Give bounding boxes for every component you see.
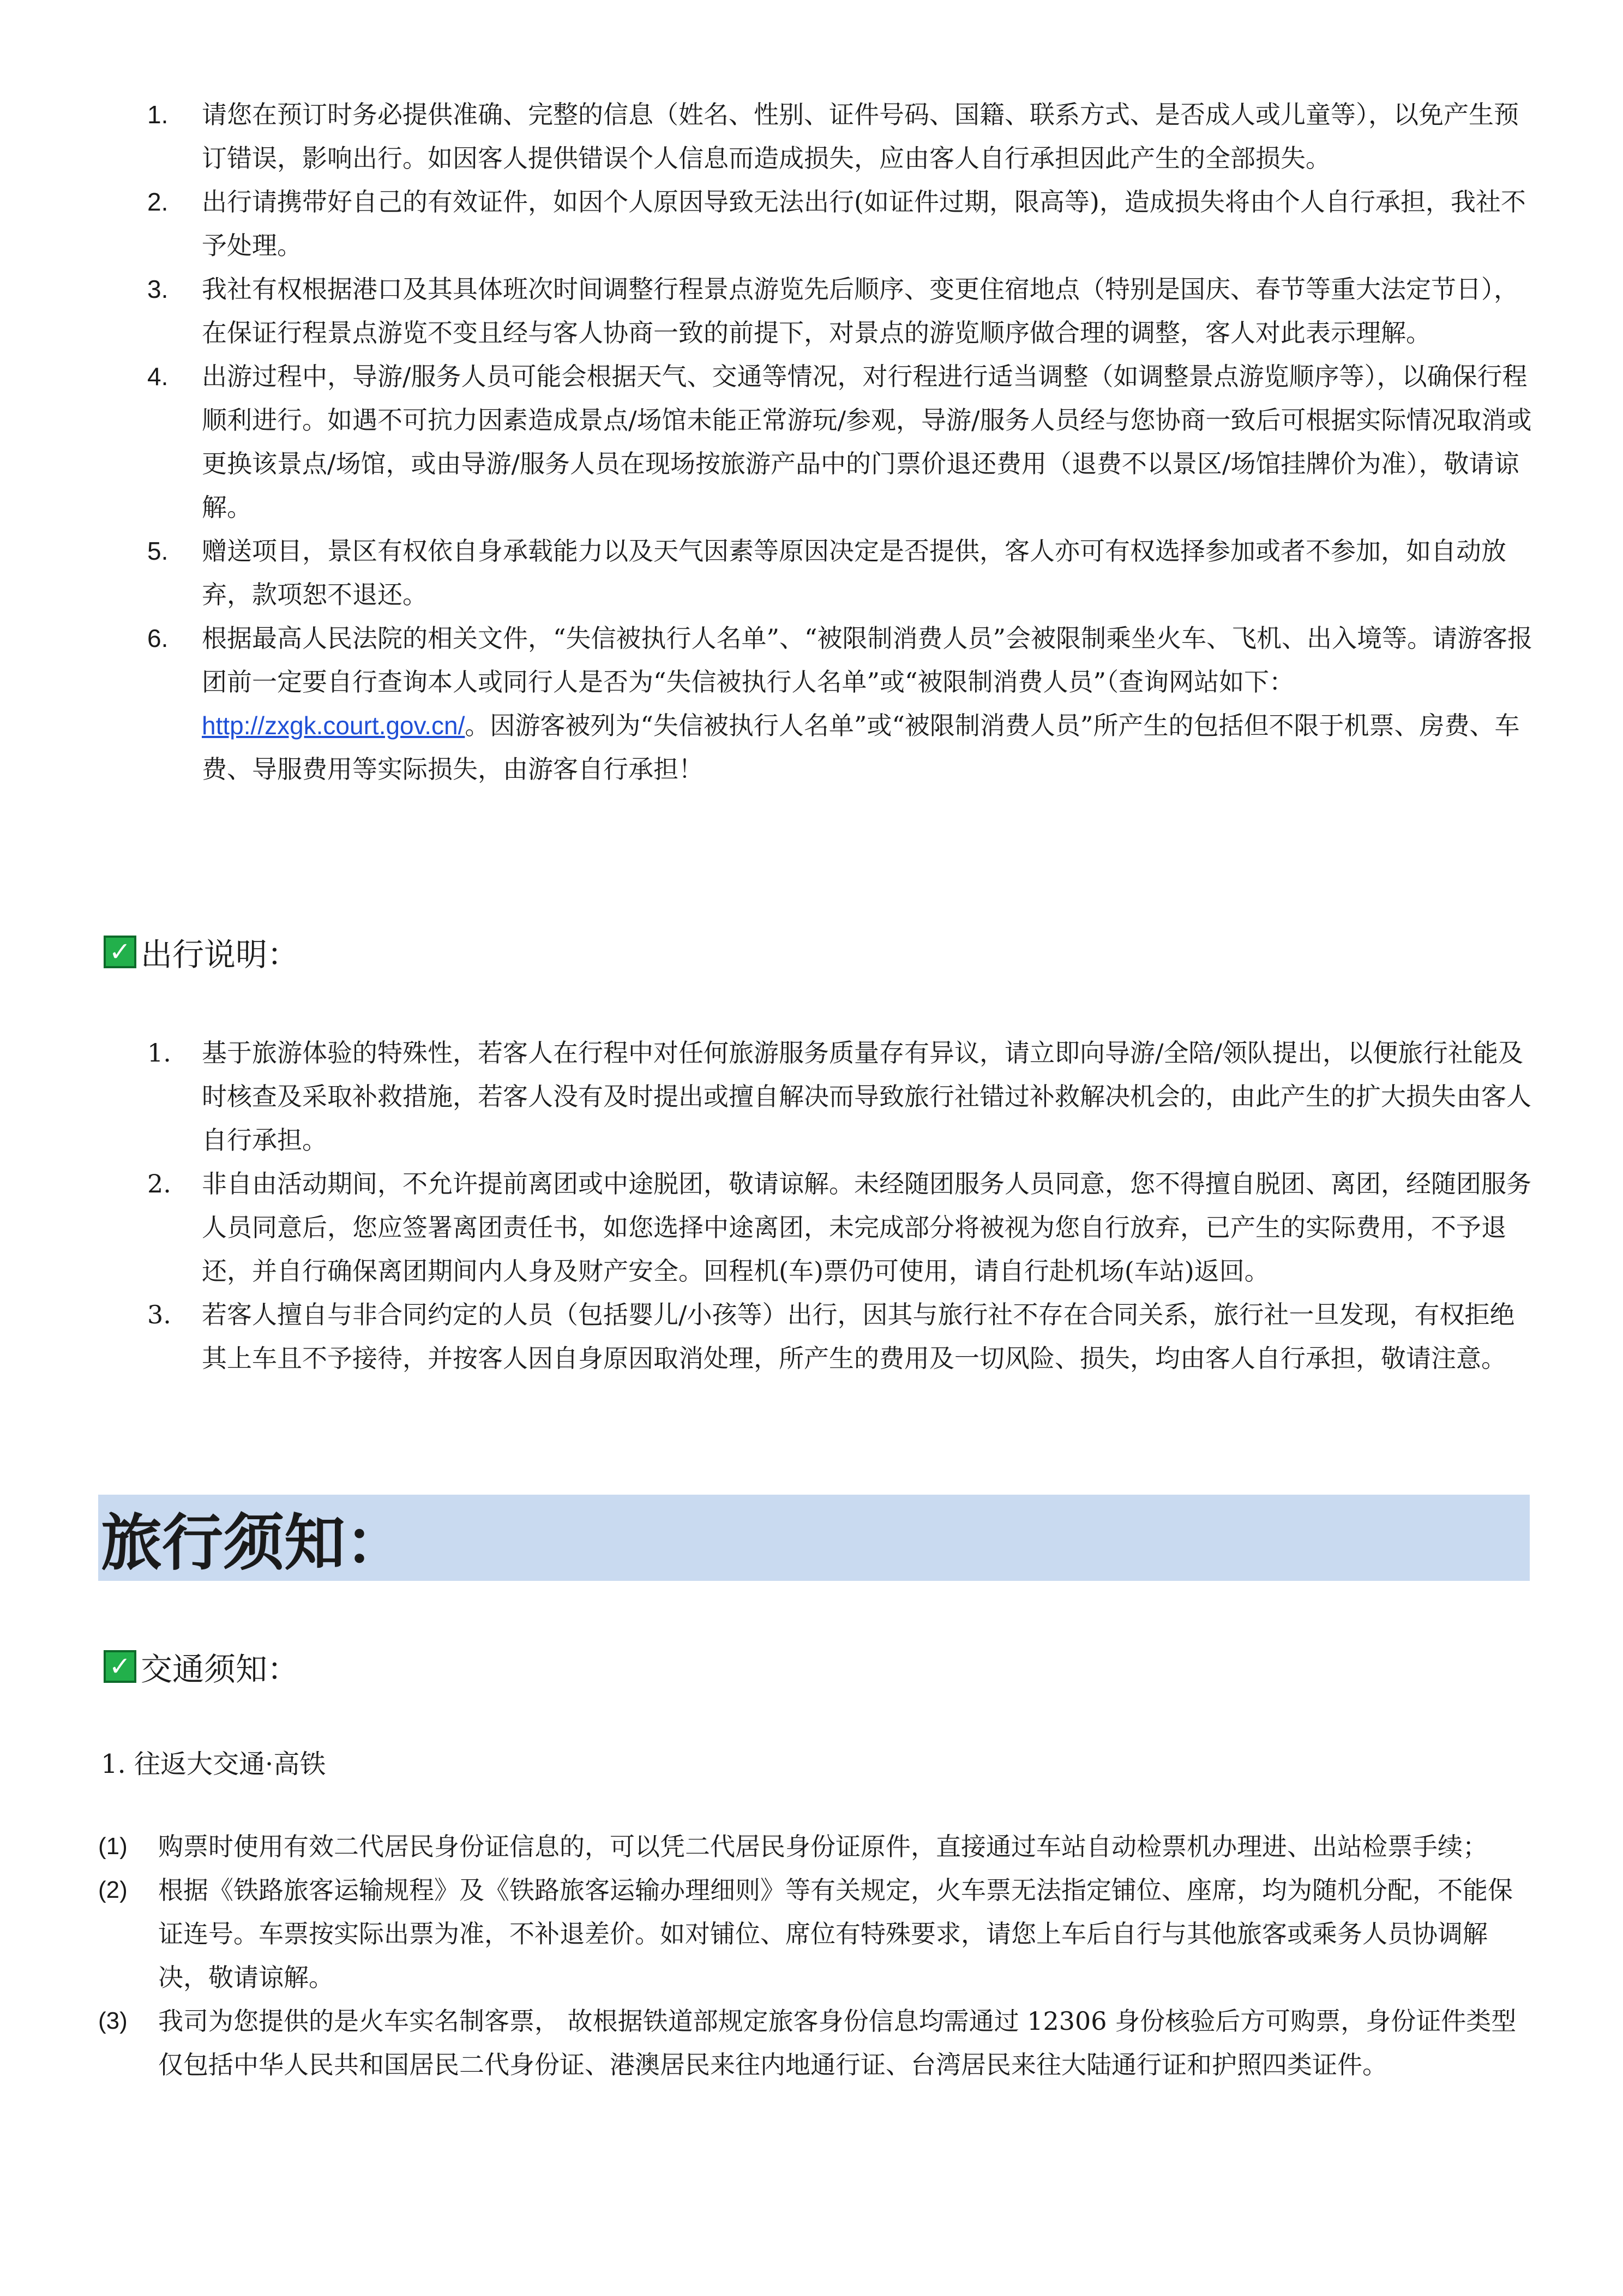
list-item: [142, 1162, 1538, 1293]
list-text: 赠送项目，景区有权依自身承载能力以及天气因素等原因决定是否提供，客人亦可有权选择参加或者不参加，如自动放弃，款项恕不退还。: [202, 536, 1506, 609]
list-text: 。因游客被列为“失信被执行人名单”或“被限制消费人员”所产生的包括但不限于机票、房费、车费、导服费用等实际损失，由游客自行承担！: [202, 711, 1520, 784]
list-item: [142, 180, 1538, 267]
list-number: 2.: [147, 1169, 171, 1198]
list-text: 基于旅游体验的特殊性，若客人在行程中对任何旅游服务质量存有异议，请立即向导游/全陪/领队提出，以便旅行社能及时核查及采取补救措施，若客人没有及时提出或擅自解决而导致旅行社错过补救解决机会的，由此产生的扩大损失由客人自行承担。: [202, 1038, 1531, 1155]
list-number: 1.: [147, 1038, 171, 1068]
banner-title: 旅行须知：: [101, 1507, 406, 1579]
list-number: (2): [98, 1877, 128, 1903]
check-box-icon: ✓: [104, 1650, 136, 1683]
list-item: [98, 1825, 1530, 1868]
list-number: 3.: [147, 1300, 171, 1329]
list-text: 出行请携带好自己的有效证件，如因个人原因导致无法出行(如证件过期，限高等)，造成损失将由个人自行承担，我社不予处理。: [202, 187, 1526, 260]
list-item: [142, 529, 1538, 616]
section-heading-label: 出行说明：: [141, 936, 299, 973]
transport-heading: [104, 1645, 299, 1688]
list-number: (1): [98, 1833, 128, 1860]
list-number: (3): [98, 2007, 128, 2034]
list-text: 我社有权根据港口及其具体班次时间调整行程景点游览先后顺序、变更住宿地点（特别是国庆、春节等重大法定节日），在保证行程景点游览不变且经与客人协商一致的前提下，对景点的游览顺序做合理的调整，客人对此表示理解。: [202, 274, 1519, 347]
list-number: 2.: [147, 188, 169, 216]
section-heading-label: 交通须知：: [141, 1651, 299, 1688]
list-item: [142, 93, 1538, 180]
transport-subheading: 1. 往返大交通·高铁: [101, 1749, 326, 1779]
transport-list: [98, 1825, 1530, 2087]
list-item: [142, 616, 1538, 791]
list-text: 非自由活动期间，不允许提前离团或中途脱团，敬请谅解。未经随团服务人员同意，您不得擅自脱团、离团，经随团服务人员同意后，您应签署离团责任书，如您选择中途离团，未完成部分将被视为您自行放弃，已产生的实际费用，不予退还，并自行确保离团期间内人身及财产安全。回程机(车)票仍可使用，请自行赴机场(车站)返回。: [202, 1169, 1531, 1286]
list-number: 4.: [147, 362, 169, 391]
booking-notes-list: [142, 93, 1538, 791]
list-text: 根据最高人民法院的相关文件，“失信被执行人名单”、“被限制消费人员”会被限制乘坐火车、飞机、出入境等。请游客报团前一定要自行查询本人或同行人是否为“失信被执行人名单”或“被限制消费人员”（查询网站如下：: [202, 624, 1533, 697]
list-number: 3.: [147, 275, 169, 303]
list-text: 我司为您提供的是火车实名制客票， 故根据铁道部规定旅客身份信息均需通过 12306 身份核验后方可购票，身份证件类型仅包括中华人民共和国居民二代身份证、港澳居民来往内地通行证、台湾居民来往大陆通行证和护照四类证件。: [158, 2006, 1517, 2079]
list-item: [142, 355, 1538, 529]
list-item: [142, 1031, 1538, 1162]
list-text: 出游过程中，导游/服务人员可能会根据天气、交通等情况，对行程进行适当调整（如调整景点游览顺序等），以确保行程顺利进行。如遇不可抗力因素造成景点/场馆未能正常游玩/参观，导游/服务人员经与您协商一致后可根据实际情况取消或更换该景点/场馆，或由导游/服务人员在现场按旅游产品中的门票价退还费用（退费不以景区/场馆挂牌价为准），敬请谅解。: [202, 362, 1532, 522]
list-item: [98, 1999, 1530, 2087]
list-number: 1.: [147, 100, 169, 129]
list-text: 请您在预订时务必提供准确、完整的信息（姓名、性别、证件号码、国籍、联系方式、是否成人或儿童等），以免产生预订错误，影响出行。如因客人提供错误个人信息而造成损失，应由客人自行承担因此产生的全部损失。: [202, 100, 1519, 173]
travel-notice-banner: [98, 1495, 1530, 1581]
list-item: [142, 267, 1538, 355]
list-item: [98, 1868, 1530, 1999]
list-text: 根据《铁路旅客运输规程》及《铁路旅客运输办理细则》等有关规定，火车票无法指定铺位、座席，均为随机分配，不能保证连号。车票按实际出票为准，不补退差价。如对铺位、席位有特殊要求，请您上车后自行与其他旅客或乘务人员协调解决，敬请谅解。: [158, 1875, 1513, 1992]
travel-notes-heading: [104, 930, 299, 974]
list-text: 若客人擅自与非合同约定的人员（包括婴儿/小孩等）出行，因其与旅行社不存在合同关系，旅行社一旦发现，有权拒绝其上车且不予接待，并按客人因自身原因取消处理，所产生的费用及一切风险、损失，均由客人自行承担，敬请注意。: [202, 1300, 1515, 1373]
list-text: 购票时使用有效二代居民身份证信息的，可以凭二代居民身份证原件，直接通过车站自动检票机办理进、出站检票手续；: [158, 1832, 1488, 1861]
court-query-link[interactable]: http://zxgk.court.gov.cn/: [202, 711, 465, 740]
list-number: 6.: [147, 624, 169, 652]
list-number: 5.: [147, 537, 169, 565]
travel-notes-list: [142, 1031, 1538, 1380]
list-item: [142, 1293, 1538, 1380]
check-box-icon: ✓: [104, 936, 136, 968]
